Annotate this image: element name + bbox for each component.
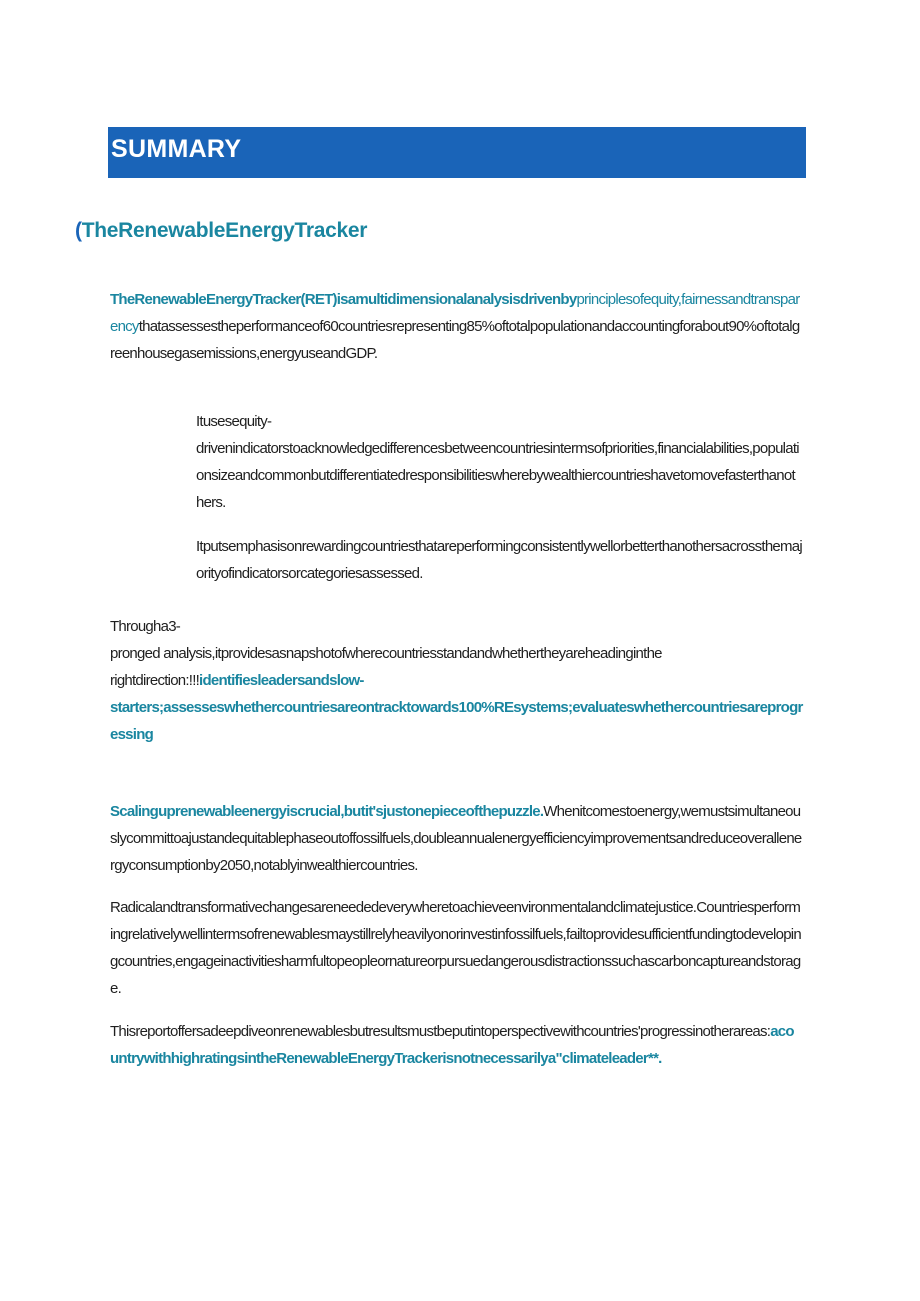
emphasis-text: Itputsemphasisonrewardingcountriesthatareperformingconsistentlywellorbetterthanothersacrossthemajorityofindicatorsorcategoriesassessed. bbox=[196, 538, 802, 582]
paragraph-report bbox=[110, 1018, 802, 1072]
report-plain-text: Thisreportoffersadeepdiveonrenewablesbutresultsmustbeputintoperspectivewithcountries'progressinotherareas: bbox=[110, 1023, 771, 1040]
analysis-line-3 bbox=[110, 667, 805, 694]
heading-paren: ( bbox=[75, 219, 82, 242]
paragraph-intro bbox=[110, 286, 800, 367]
intro-rest-text: thatassessestheperformanceof60countriesrepresenting85%oftotalpopulationandaccountingforabout90%oftotalgreenhousegasemissions,energyuseandGDP. bbox=[110, 318, 800, 362]
section-heading bbox=[75, 219, 367, 243]
equity-first-line: Itusesequity- bbox=[196, 413, 272, 430]
analysis-line-3-plain: rightdirection:!!! bbox=[110, 672, 200, 689]
paragraph-emphasis bbox=[196, 533, 802, 587]
heading-text: TheRenewableEnergyTracker bbox=[81, 219, 368, 242]
scaling-rest-text: Whenitcomestoenergy,wemustsimultaneouslycommittoajustandequitablephaseoutoffossilfuels,doubleannualenergyefficiencyimprovementsandreduceoverallenergyconsumptionby2050,notablyinwealthiercountries. bbox=[110, 803, 802, 874]
radical-text: Radicalandtransformativechangesareneededeverywheretoachieveenvironmentalandclimatejustice.Countriesperformingrelativelywellintermsofrenewablesmaystillrelyheavilyonorinvestinfossilfuels,failtoprovidesufficientfundingtodevelopingcountries,engageinactivitiesharmfultopeopleornatureorpursuedangerousdistractionssuchascarboncaptureandstorage. bbox=[110, 899, 801, 997]
paragraph-analysis bbox=[110, 613, 805, 748]
intro-teal-text: principlesofequity,fairnessandtransparency bbox=[110, 291, 800, 335]
paragraph-scaling bbox=[110, 798, 802, 879]
intro-bold-text: TheRenewableEnergyTracker(RET)isamultidimensionalanalysisdrivenby bbox=[110, 291, 577, 308]
report-bold-text: acountrywithhighratingsintheRenewableEnergyTrackerisnotnecessarilya"climateleader**. bbox=[110, 1023, 794, 1067]
scaling-bold-text: Scalinguprenewableenergyiscrucial,butit'sjustonepieceofthepuzzle. bbox=[110, 803, 544, 820]
analysis-line-2: pronged analysis,itprovidesasnapshotofwherecountriesstandandwhethertheyareheadinginthe bbox=[110, 645, 662, 662]
analysis-line-1: Througha3- bbox=[110, 618, 181, 635]
analysis-line-3-bold: identifiesleadersandslow- bbox=[199, 672, 364, 689]
analysis-bold-rest: starters;assesseswhethercountriesareontracktowards100%REsystems;evaluateswhethercountriesareprogressing bbox=[110, 699, 803, 743]
summary-banner bbox=[108, 127, 806, 178]
paragraph-equity bbox=[196, 408, 802, 516]
equity-rest-text: drivenindicatorstoacknowledgedifferencesbetweencountriesintermsofpriorities,financialabilities,populationsizeandcommonbutdifferentiatedresponsibilitieswherebywealthiercountrieshavetomovefasterthanothers. bbox=[196, 440, 799, 511]
page-title: SUMMARY bbox=[111, 135, 242, 163]
paragraph-radical bbox=[110, 894, 802, 1002]
